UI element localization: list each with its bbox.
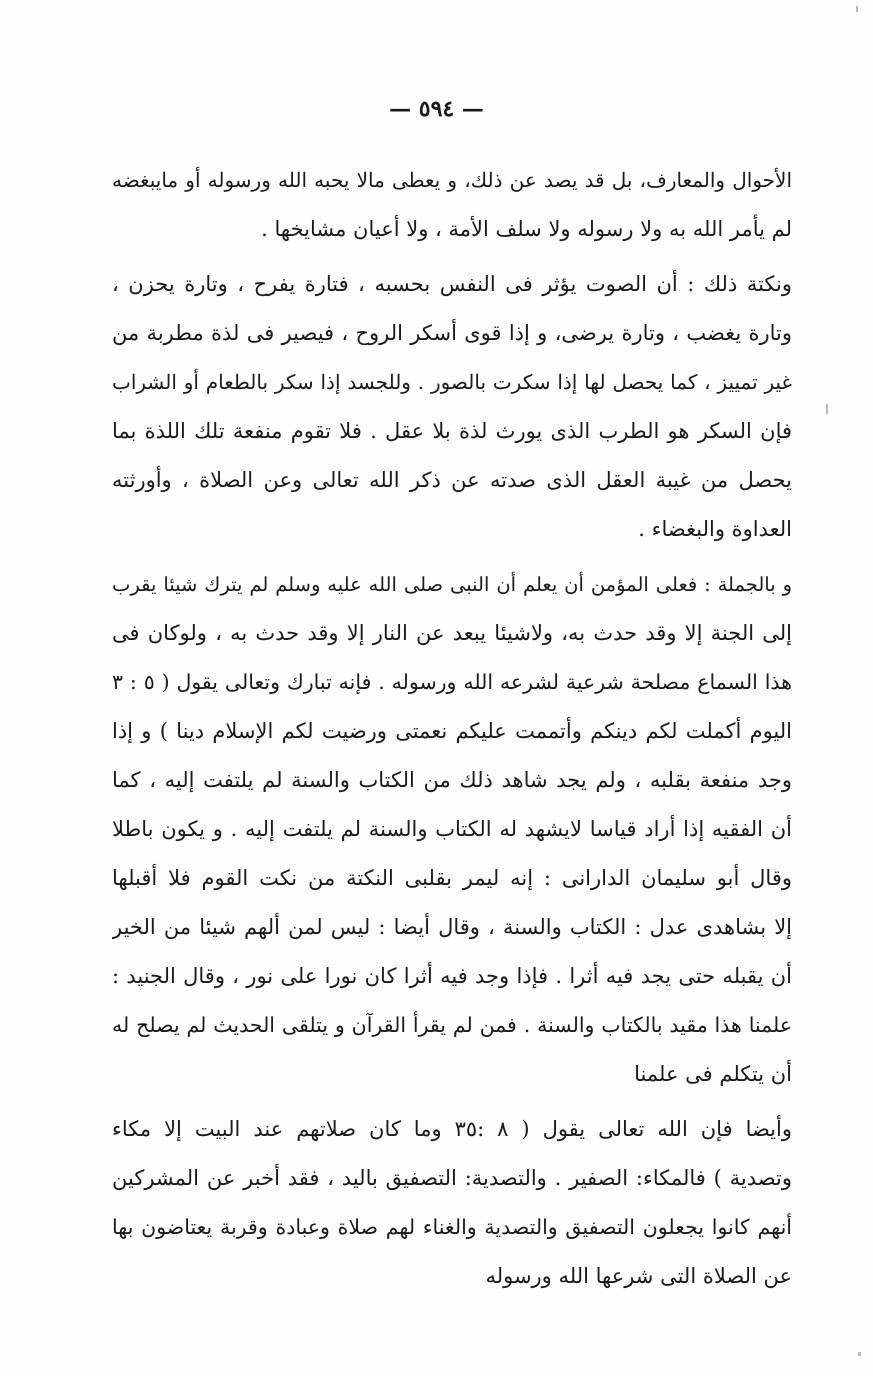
text-line: وتصدية ) فالمكاء: الصفير . والتصدية: التصفيق باليد ، فقد أخبر عن المشركين [112,1166,792,1190]
text-line: وتارة يغضب ، وتارة يرضى، و إذا قوى أسكر الروح ، فيصير فى لذة مطربة من [112,321,792,345]
text-line: وقال أبو سليمان الدارانى : إنه ليمر بقلبى النكتة من نكت القوم فلا أقبلها [112,866,792,890]
scan-speck [826,404,828,414]
text-line: يحصل من غيبة العقل الذى صدته عن ذكر الله تعالى وعن الصلاة ، وأورثته [112,468,792,492]
text-line: إلا بشاهدى عدل : الكتاب والسنة ، وقال أيضا : ليس لمن ألهم شيئا من الخير [112,915,792,939]
text-line: أن يقبله حتى يجد فيه أثرا . فإذا وجد فيه أثرا كان نورا على نور ، وقال الجنيد : [112,964,792,988]
scan-speck [856,6,858,12]
text-line: هذا السماع مصلحة شرعية لشرعه الله ورسوله . فإنه تبارك وتعالى يقول ( ٥ : ٣ [112,670,792,694]
text-line: اليوم أكملت لكم دينكم وأتممت عليكم نعمتى ورضيت لكم الإسلام دينا ) و إذا [112,719,792,743]
text-line: عن الصلاة التى شرعها الله ورسوله [485,1264,792,1288]
paragraph [112,560,792,1099]
text-line: وجد منفعة بقلبه ، ولم يجد شاهد ذلك من الكتاب والسنة لم يلتفت إليه ، كما [112,768,792,792]
paragraph [112,1105,792,1301]
text-line: ونكتة ذلك : أن الصوت يؤثر فى النفس بحسبه ، فتارة يفرح ، وتارة يحزن ، [112,272,792,296]
text-line: أنهم كانوا يجعلون التصفيق والتصدية والغناء لهم صلاة وعبادة وقربة يعتاضون بها [112,1215,792,1239]
paragraph [112,156,792,254]
paragraph [112,260,792,554]
body-text [112,156,792,1301]
text-line: علمنا هذا مقيد بالكتاب والسنة . فمن لم يقرأ القرآن و يتلقى الحديث لم يصلح له [112,1013,792,1037]
page-number: — ٥٩٤ — [389,96,484,122]
text-line: لم يأمر الله به ولا رسوله ولا سلف الأمة ، ولا أعيان مشايخها . [261,217,792,241]
text-line: و بالجملة : فعلى المؤمن أن يعلم أن النبى صلى الله عليه وسلم لم يترك شيئا يقرب [112,573,792,596]
scan-speck [858,1352,861,1356]
text-line: فإن السكر هو الطرب الذى يورث لذة بلا عقل . فلا تقوم منفعة تلك اللذة بما [112,419,792,443]
text-line: وأيضا فإن الله تعالى يقول ( ٨ :٣٥ وما كان صلاتهم عند البيت إلا مكاء [112,1117,792,1141]
text-line: أن الفقيه إذا أراد قياسا لايشهد له الكتاب والسنة لم يلتفت إليه . و يكون باطلا [112,817,792,841]
text-line: الأحوال والمعارف، بل قد يصد عن ذلك، و يعطى مالا يحبه الله ورسوله أو مايبغضه [112,168,792,192]
text-line: غير تمييز ، كما يحصل لها إذا سكرت بالصور . وللجسد إذا سكر بالطعام أو الشراب [112,370,792,394]
text-line: إلى الجنة إلا وقد حدث به، ولاشيئا يبعد عن النار إلا وقد حدث به ، ولوكان فى [112,621,792,645]
text-line: العداوة والبغضاء . [638,517,792,541]
text-line: أن يتكلم فى علمنا [634,1062,792,1086]
